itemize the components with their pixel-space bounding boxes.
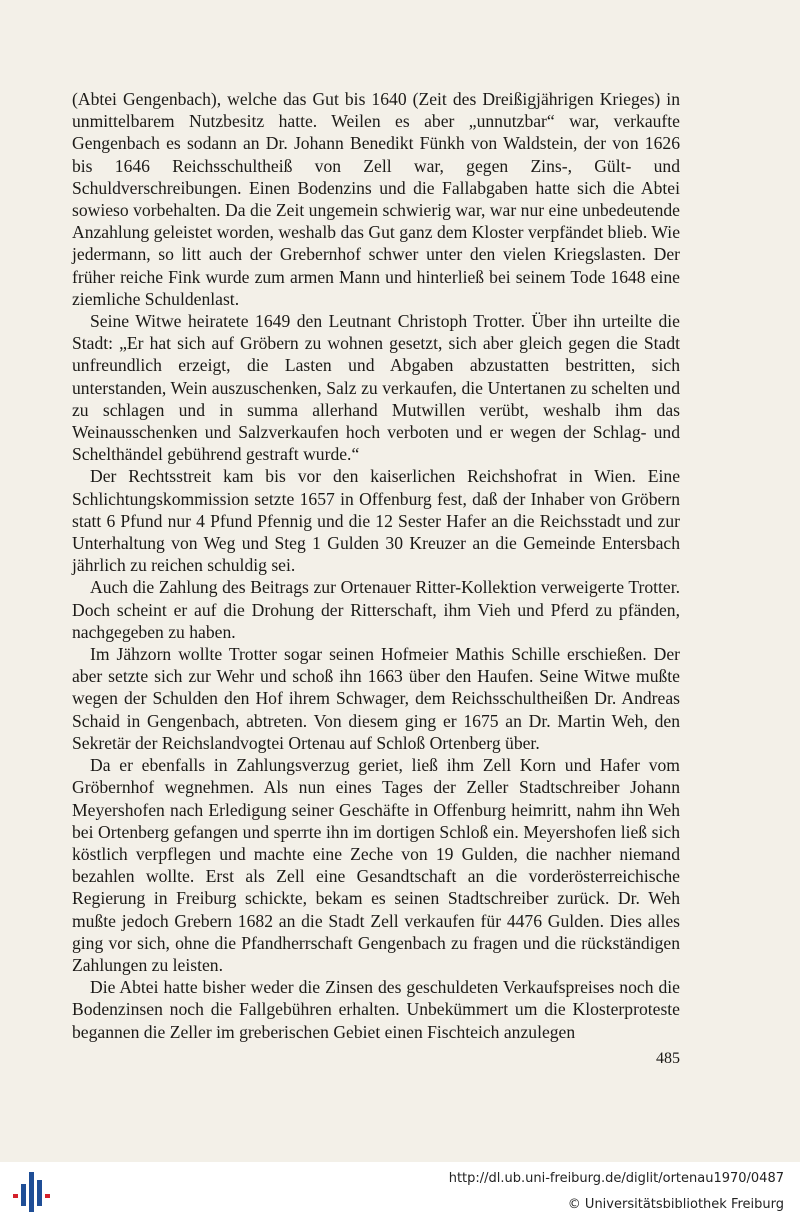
page-number: 485	[656, 1050, 680, 1067]
ub-freiburg-logo-icon	[12, 1170, 52, 1214]
paragraph-6: Da er ebenfalls in Zahlungsverzug geriet, ließ ihm Zell Korn und Hafer vom Gröbernhof wegnehmen. Als nun eines Tages der Zeller Stadtschreiber Johann Meyershofen nach Erledigung seiner Geschäfte in Offenburg heimritt, nahm ihn Weh bei Ortenberg gefangen und sperrte ihn im dortigen Schloß ein. Meyershofen ließ sich köstlich verpflegen und machte eine Zeche von 19 Gulden, die nachher niemand bezahlen wollte. Erst als Zell eine Gesandtschaft an die vorderösterreichische Regierung in Freiburg schickte, bekam es seinen Stadtschreiber zurück. Dr. Weh mußte jedoch Grebern 1682 an die Stadt Zell verkaufen für 4476 Gulden. Dies alles ging vor sich, ohne die Pfandherrschaft Gengenbach zu fragen und die rückständigen Zahlungen zu leisten.	[72, 755, 680, 975]
paragraph-1: (Abtei Gengenbach), welche das Gut bis 1640 (Zeit des Dreißigjährigen Krieges) in unmittelbarem Nutzbesitz hatte. Weilen es aber „unnutzbar“ war, verkaufte Gengenbach es sodann an Dr. Johann Benedikt Fünkh von Waldstein, der von 1626 bis 1646 Reichsschultheiß von Zell war, gegen Zins-, Gült- und Schuldverschreibungen. Einen Bodenzins und die Fallabgaben hatte sich die Abtei sowieso vorbehalten. Da die Zeit ungemein schwierig war, war nur eine unbedeutende Anzahlung geleistet worden, weshalb das Gut ganz dem Kloster verpfändet blieb. Wie jedermann, so litt auch der Grebernhof schwer unter den vielen Kriegslasten. Der früher reiche Fink wurde zum armen Mann und hinterließ bei seinem Tode 1648 eine ziemliche Schuldenlast.	[72, 89, 680, 309]
paragraph-3: Der Rechtsstreit kam bis vor den kaiserlichen Reichshofrat in Wien. Eine Schlichtungskommission setzte 1657 in Offenburg fest, daß der Inhaber von Gröbern statt 6 Pfund nur 4 Pfund Pfennig und die 12 Sester Hafer an die Reichsstadt und zur Unterhaltung von Weg und Steg 1 Gulden 30 Kreuzer an die Gemeinde Entersbach jährlich zu reichen schuldig sei.	[72, 466, 680, 576]
paragraph-4: Auch die Zahlung des Beitrags zur Ortenauer Ritter-Kollektion verweigerte Trotter. Doch scheint er auf die Drohung der Ritterschaft, ihm Vieh und Pferd zu pfänden, nachgegeben zu haben.	[72, 577, 680, 642]
body-text	[72, 88, 680, 1043]
paragraph-2: Seine Witwe heiratete 1649 den Leutnant Christoph Trotter. Über ihn urteilte die Stadt: „Er hat sich auf Gröbern zu wohnen gesetzt, sich aber gleich gegen die Stadt unfreundlich erzeigt, die Lasten und Abgaben abzustatten bestritten, sich unterstanden, Wein auszuschenken, Salz zu verkaufen, die Untertanen zu schelten und zu schlagen und in summa allerhand Mutwillen verübt, weshalb ihm das Weinausschenken und Salzverkaufen hoch verboten und er wegen der Schlag- und Schelthändel gebührend gestraft wurde.“	[72, 311, 680, 465]
copyright-notice: © Universitätsbibliothek Freiburg	[567, 1197, 784, 1212]
viewer-footer	[0, 1162, 800, 1220]
paragraph-5: Im Jähzorn wollte Trotter sogar seinen Hofmeier Mathis Schille erschießen. Der aber setzte sich zur Wehr und schoß ihn 1663 über den Haufen. Seine Witwe mußte wegen der Schulden den Hof ihrem Schwager, dem Reichsschultheißen Dr. Andreas Schaid in Gengenbach, abtreten. Von diesem ging er 1675 an Dr. Martin Weh, den Sekretär der Reichslandvogtei Ortenau auf Schloß Ortenberg über.	[72, 644, 680, 753]
paragraph-7: Die Abtei hatte bisher weder die Zinsen des geschuldeten Verkaufspreises noch die Bodenzinsen noch die Fallgebühren erhalten. Unbekümmert um die Klosterproteste begannen die Zeller im greberischen Gebiet einen Fischteich anzulegen	[72, 977, 680, 1042]
source-url-link[interactable]: http://dl.ub.uni-freiburg.de/diglit/ortenau1970/0487	[448, 1171, 784, 1186]
